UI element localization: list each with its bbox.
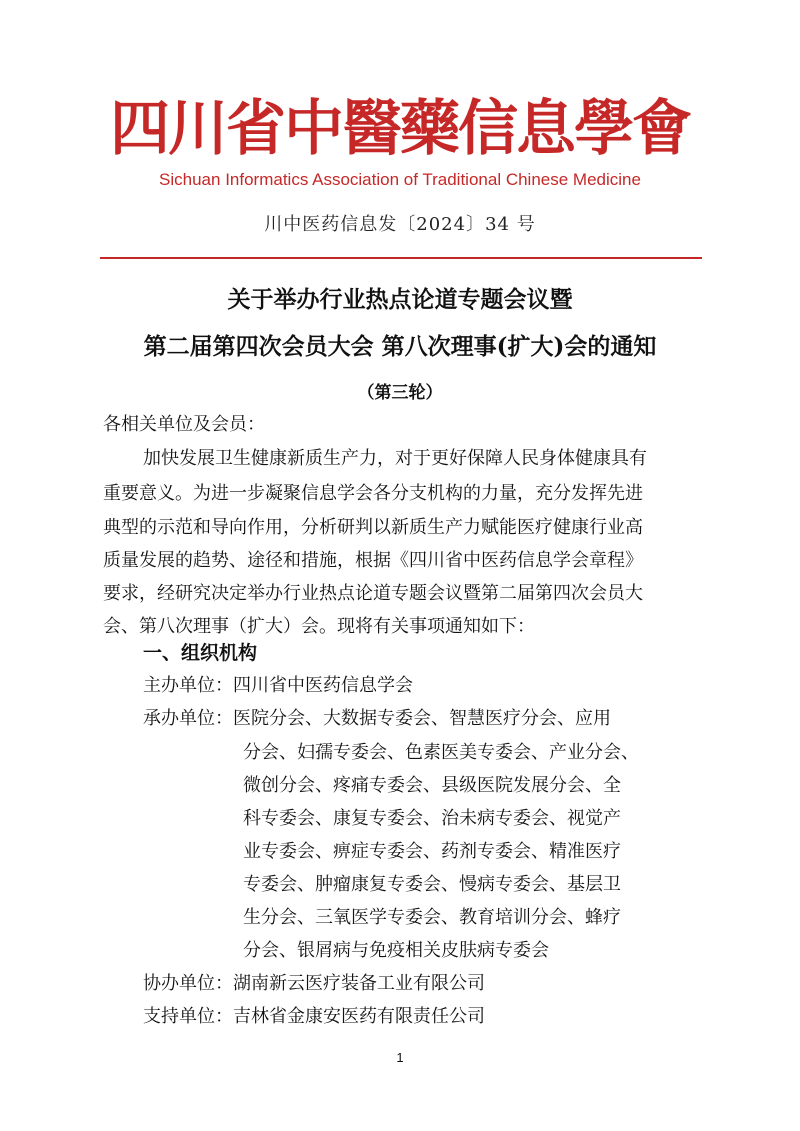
header-divider [100,257,702,259]
intro-line: 会、第八次理事（扩大）会。现将有关事项通知如下： [103,616,535,637]
intro-line: 典型的示范和导向作用，分析研判以新质生产力赋能医疗健康行业高 [103,517,643,538]
intro-line: 加快发展卫生健康新质生产力，对于更好保障人民身体健康具有 [143,448,647,469]
organizer-units-cont: 科专委会、康复专委会、治未病专委会、视觉产 [243,808,621,829]
notice-round: （第三轮） [357,383,443,403]
organizer-units-cont: 业专委会、痹症专委会、药剂专委会、精准医疗 [243,841,621,862]
co-organizer: 协办单位：湖南新云医疗装备工业有限公司 [143,973,485,994]
organizer-units: 承办单位：医院分会、大数据专委会、智慧医疗分会、应用 [143,708,611,729]
organizer-units-cont: 微创分会、疼痛专委会、县级医院发展分会、全 [243,775,621,796]
intro-line: 重要意义。为进一步凝聚信息学会各分支机构的力量，充分发挥先进 [103,483,643,504]
notice-title-line-1: 关于举办行业热点论道专题会议暨 [227,286,573,313]
page-number: 1 [396,1050,404,1065]
organizer-units-cont: 生分会、三氧医学专委会、教育培训分会、蜂疗 [243,907,621,928]
salutation: 各相关单位及会员： [103,414,265,435]
notice-title-line-2: 第二届第四次会员大会 第八次理事(扩大)会的通知 [143,333,657,360]
intro-line: 质量发展的趋势、途径和措施，根据《四川省中医药信息学会章程》 [103,550,643,571]
section-heading: 一、组织机构 [143,642,258,664]
org-name-chinese: 四川省中醫藥信息學會 [110,94,690,164]
supporter: 支持单位：吉林省金康安医药有限责任公司 [143,1006,485,1027]
host-unit: 主办单位：四川省中医药信息学会 [143,675,413,696]
org-name-english: Sichuan Informatics Association of Traditional Chinese Medicine [159,170,641,189]
organizer-units-cont: 专委会、肿瘤康复专委会、慢病专委会、基层卫 [243,874,621,895]
organizer-units-cont: 分会、银屑病与免疫相关皮肤病专委会 [243,940,549,961]
document-number: 川中医药信息发〔2024〕34 号 [264,214,536,235]
organizer-units-cont: 分会、妇孺专委会、色素医美专委会、产业分会、 [243,742,639,763]
intro-line: 要求，经研究决定举办行业热点论道专题会议暨第二届第四次会员大 [103,583,643,604]
